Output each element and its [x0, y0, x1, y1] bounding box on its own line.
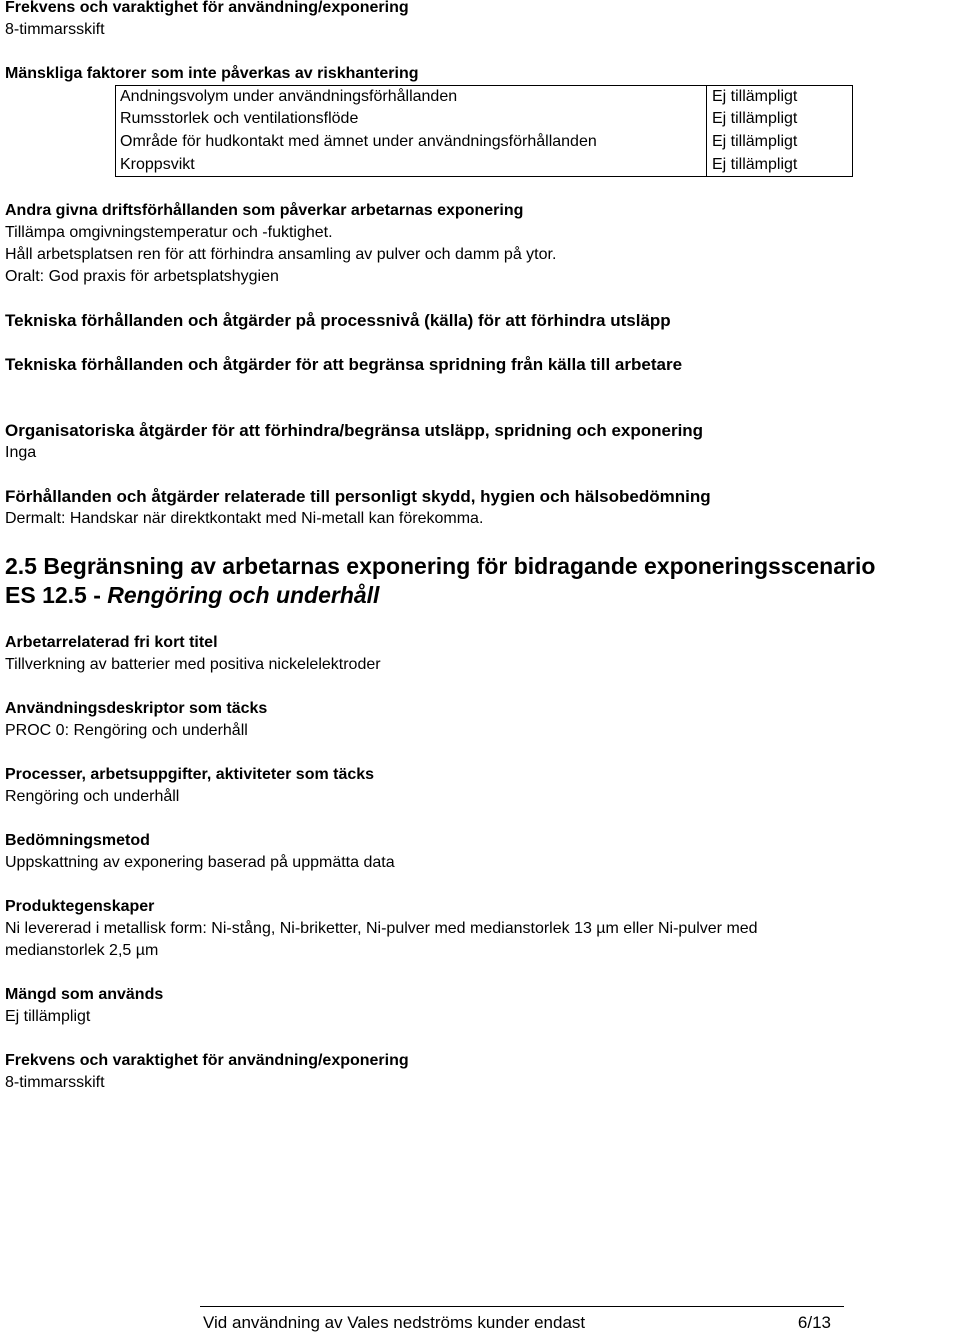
frequency-value-bottom: 8-timmarsskift	[5, 1074, 105, 1091]
section-heading-prefix: ES 12.5 -	[5, 582, 108, 608]
factor-name: Rumsstorlek och ventilationsflöde	[120, 110, 359, 127]
factor-value: Ej tillämpligt	[712, 110, 798, 127]
frequency-title: Frekvens och varaktighet för användning/exponering	[5, 0, 409, 16]
amount-label: Mängd som används	[5, 986, 164, 1003]
frequency-label: Frekvens och varaktighet för användning/exponering	[5, 1052, 409, 1069]
page-number: 6/13	[797, 1313, 831, 1332]
table-row	[116, 131, 852, 154]
frequency-value: 8-timmarsskift	[5, 21, 105, 38]
method-value: Uppskattning av exponering baserad på uppmätta data	[5, 854, 395, 871]
method-label: Bedömningsmetod	[5, 832, 150, 849]
factor-name: Kroppsvikt	[120, 156, 195, 173]
descriptor-label: Användningsdeskriptor som täcks	[5, 700, 268, 717]
human-factors-table	[115, 85, 853, 177]
factor-value: Ej tillämpligt	[712, 88, 798, 105]
short-title-value: Tillverkning av batterier med positiva nickelelektroder	[5, 656, 381, 673]
organisational-title: Organisatoriska åtgärder för att förhindra/begränsa utsläpp, spridning och exponering	[5, 421, 704, 440]
product-value-cont: medianstorlek 2,5 µm	[5, 942, 159, 959]
short-title-label: Arbetarrelaterad fri kort titel	[5, 634, 218, 651]
page-footer	[200, 1306, 844, 1335]
processes-label: Processer, arbetsuppgifter, aktiviteter som täcks	[5, 766, 375, 783]
factor-name: Område för hudkontakt med ämnet under användningsförhållanden	[120, 133, 597, 150]
human-factors-title: Mänskliga faktorer som inte påverkas av riskhantering	[5, 65, 419, 82]
section-heading: 2.5 Begränsning av arbetarnas exponering för bidragande exponeringsscenario	[5, 553, 876, 579]
table-row	[116, 108, 852, 131]
product-value: Ni levererad i metallisk form: Ni-stång, Ni-briketter, Ni-pulver med medianstorlek 13 µm eller Ni-pulver med	[5, 920, 758, 937]
personal-protection-title: Förhållanden och åtgärder relaterade till personligt skydd, hygien och hälsobedömning	[5, 487, 711, 506]
other-conditions-line: Tillämpa omgivningstemperatur och -fuktighet.	[5, 224, 333, 241]
other-conditions-title: Andra givna driftsförhållanden som påverkar arbetarnas exponering	[5, 202, 524, 219]
technical-spread-title: Tekniska förhållanden och åtgärder för att begränsa spridning från källa till arbetare	[5, 355, 683, 374]
section-heading-line2	[5, 581, 379, 609]
factor-value: Ej tillämpligt	[712, 156, 798, 173]
section-heading-italic: Rengöring och underhåll	[107, 582, 380, 608]
footer-text: Vid användning av Vales nedströms kunder endast	[203, 1313, 586, 1332]
product-label: Produktegenskaper	[5, 898, 155, 915]
personal-protection-value: Dermalt: Handskar när direktkontakt med Ni-metall kan förekomma.	[5, 510, 484, 527]
table-row	[116, 154, 852, 177]
other-conditions-line: Håll arbetsplatsen ren för att förhindra ansamling av pulver och damm på ytor.	[5, 246, 557, 263]
other-conditions-line: Oralt: God praxis för arbetsplatshygien	[5, 268, 279, 285]
factor-value: Ej tillämpligt	[712, 133, 798, 150]
organisational-value: Inga	[5, 444, 37, 461]
factor-name: Andningsvolym under användningsförhållanden	[120, 88, 458, 105]
table-row	[116, 86, 852, 109]
processes-value: Rengöring och underhåll	[5, 788, 180, 805]
descriptor-value: PROC 0: Rengöring och underhåll	[5, 722, 248, 739]
technical-source-title: Tekniska förhållanden och åtgärder på processnivå (källa) för att förhindra utsläpp	[5, 311, 671, 330]
amount-value: Ej tillämpligt	[5, 1008, 91, 1025]
